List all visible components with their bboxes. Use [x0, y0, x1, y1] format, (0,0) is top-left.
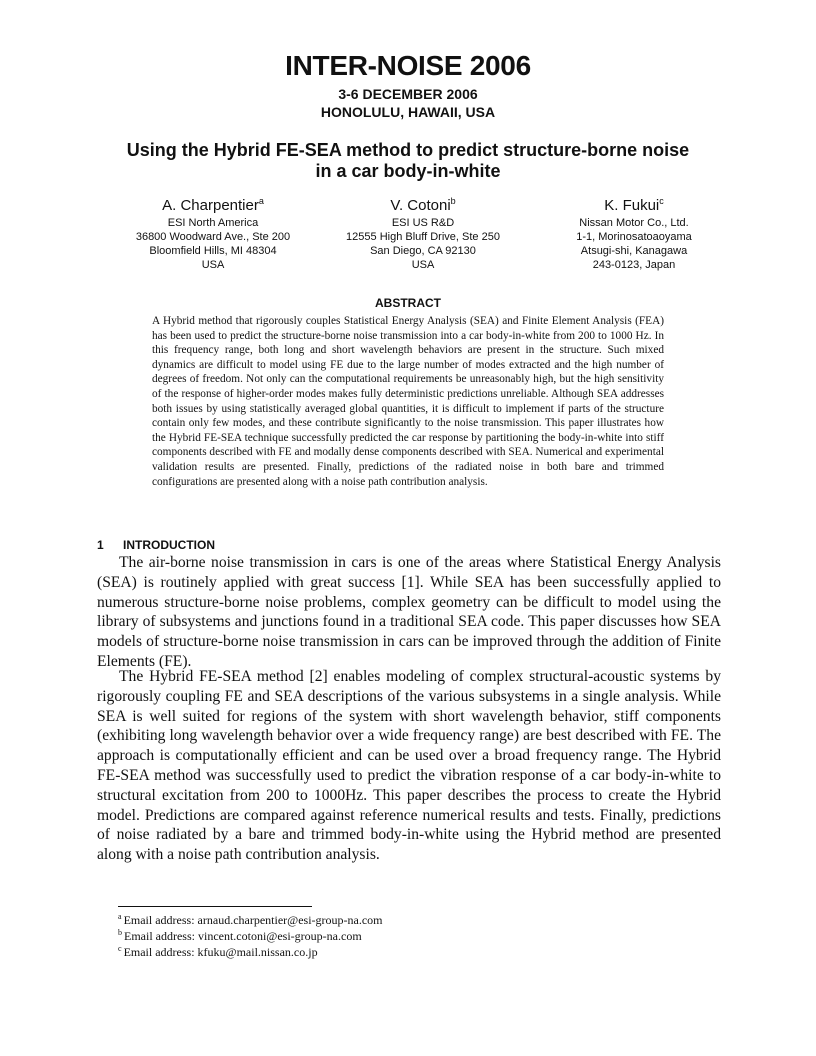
footnote-divider: [118, 906, 312, 907]
affiliation-line: Nissan Motor Co., Ltd.: [579, 217, 689, 229]
affiliation-line: 36800 Woodward Ave., Ste 200: [135, 231, 291, 243]
body-paragraph-2: [97, 667, 721, 865]
footnote-text: Email address: arnaud.charpentier@esi-group-na.com: [123, 913, 383, 927]
author-marker: c: [659, 196, 664, 206]
author-marker: a: [258, 196, 264, 206]
footnote-item: [118, 912, 383, 928]
affiliation-line: USA: [411, 259, 435, 271]
affiliation-line: ESI North America: [167, 217, 259, 229]
affiliation-line: USA: [201, 259, 225, 271]
abstract-text: A Hybrid method that rigorously couples Statistical Energy Analysis (SEA) and Finite Element Analysis (FEA) has been used to predict the structure-borne noise transmission into a car body-in-white from 200 to 1000 Hz. In this frequency range, both long and short wavelength behaviors are present in the structure. Such mixed dynamics are difficult to model using FE due to the large number of modes extracted and the high number of degrees of freedom. Not only can the computational requirements be unreasonably high, but the high sensitivity of the response of higher-order modes makes fully deterministic predictions unreliable. Although SEA addresses both issues by using statistically averaged global quantities, it is difficult to implement if parts of the structure contain only few modes, and these contribute significantly to the noise transmission. This paper illustrates how the Hybrid FE-SEA technique successfully predicted the car response by partitioning the body-in-white into stiff components described with FE and modally dense components described with SEA. Numerical and experimental validation results are presented. Finally, predictions of the radiated noise in both bare and trimmed configurations are presented along with a noise path contribution analysis.: [152, 315, 664, 488]
affiliation-line: Bloomfield Hills, MI 48304: [149, 245, 277, 257]
author-block-2: [318, 196, 528, 272]
footnote-marker: a: [118, 912, 122, 921]
author-name: A. Charpentier$^a$: [162, 196, 264, 214]
affiliation-line: Atsugi-shi, Kanagawa: [580, 245, 688, 257]
paper-title-line-1: Using the Hybrid FE-SEA method to predict structure-borne noise: [126, 140, 690, 160]
abstract-heading: ABSTRACT: [375, 296, 441, 310]
conference-dates: 3-6 DECEMBER 2006: [338, 86, 478, 102]
paragraph-text: The Hybrid FE-SEA method [2] enables modeling of complex structural-acoustic systems by rigorously coupling FE and SEA descriptions of the various subsystems in a single analysis. While SEA is well suited for regions of the system with short wavelength behavior, stiff components (exhibiting long wavelength behavior over a wide frequency range) are best described with FE. The approach is computationally efficient and can be used over a broad frequency range. The Hybrid FE-SEA method was successfully used to predict the vibration response of a car body-in-white to structural excitation from 200 to 1000Hz. This paper describes the process to create the Hybrid model. Predictions are compared against reference numerical results and tests. Finally, predictions of noise radiated by a bare and trimmed body-in-white using the Hybrid method are presented along with a noise path contribution analysis.: [97, 668, 721, 864]
affiliation-line: 243-0123, Japan: [592, 259, 676, 271]
affiliation-line: 12555 High Bluff Drive, Ste 250: [346, 231, 500, 243]
author-block-1: [108, 196, 318, 272]
body-paragraph-1: [97, 553, 721, 672]
author-name: K. Fukui$^c$: [604, 196, 664, 214]
footnote-text: Email address: vincent.cotoni@esi-group-na.com: [124, 929, 362, 943]
section-number: 1: [97, 538, 104, 552]
footnote-item: [118, 928, 383, 944]
author-block-3: [542, 196, 726, 272]
author-name: V. Cotoni$^b$: [390, 196, 456, 214]
section-title: INTRODUCTION: [123, 538, 215, 552]
footnote-item: [118, 944, 383, 960]
footnotes: [118, 912, 383, 960]
affiliation-line: 1-1, Morinosatoaoyama: [576, 231, 692, 243]
conference-name: INTER-NOISE 2006: [285, 50, 531, 81]
footnote-marker: b: [118, 928, 122, 937]
footnote-text: Email address: kfuku@mail.nissan.co.jp: [123, 945, 318, 959]
affiliation-line: ESI US R&D: [391, 217, 455, 229]
section-heading: [97, 538, 215, 552]
paper-title-line-2: in a car body-in-white: [315, 161, 501, 181]
conference-location: HONOLULU, HAWAII, USA: [320, 104, 496, 120]
affiliation-line: San Diego, CA 92130: [370, 245, 476, 257]
paper-title: [0, 140, 816, 182]
footnote-marker: c: [118, 944, 122, 953]
paragraph-text: The air-borne noise transmission in cars is one of the areas where Statistical Energy Analysis (SEA) is routinely applied with great success [1]. While SEA has been successfully applied to numerous structure-borne noise problems, complex geometry can be difficult to model using the library of subsystems and junctions found in a traditional SEA code. This paper discusses how SEA models of structure-borne noise transmission in cars can be improved through the addition of Finite Elements (FE).: [97, 554, 721, 670]
author-marker: b: [450, 196, 456, 206]
